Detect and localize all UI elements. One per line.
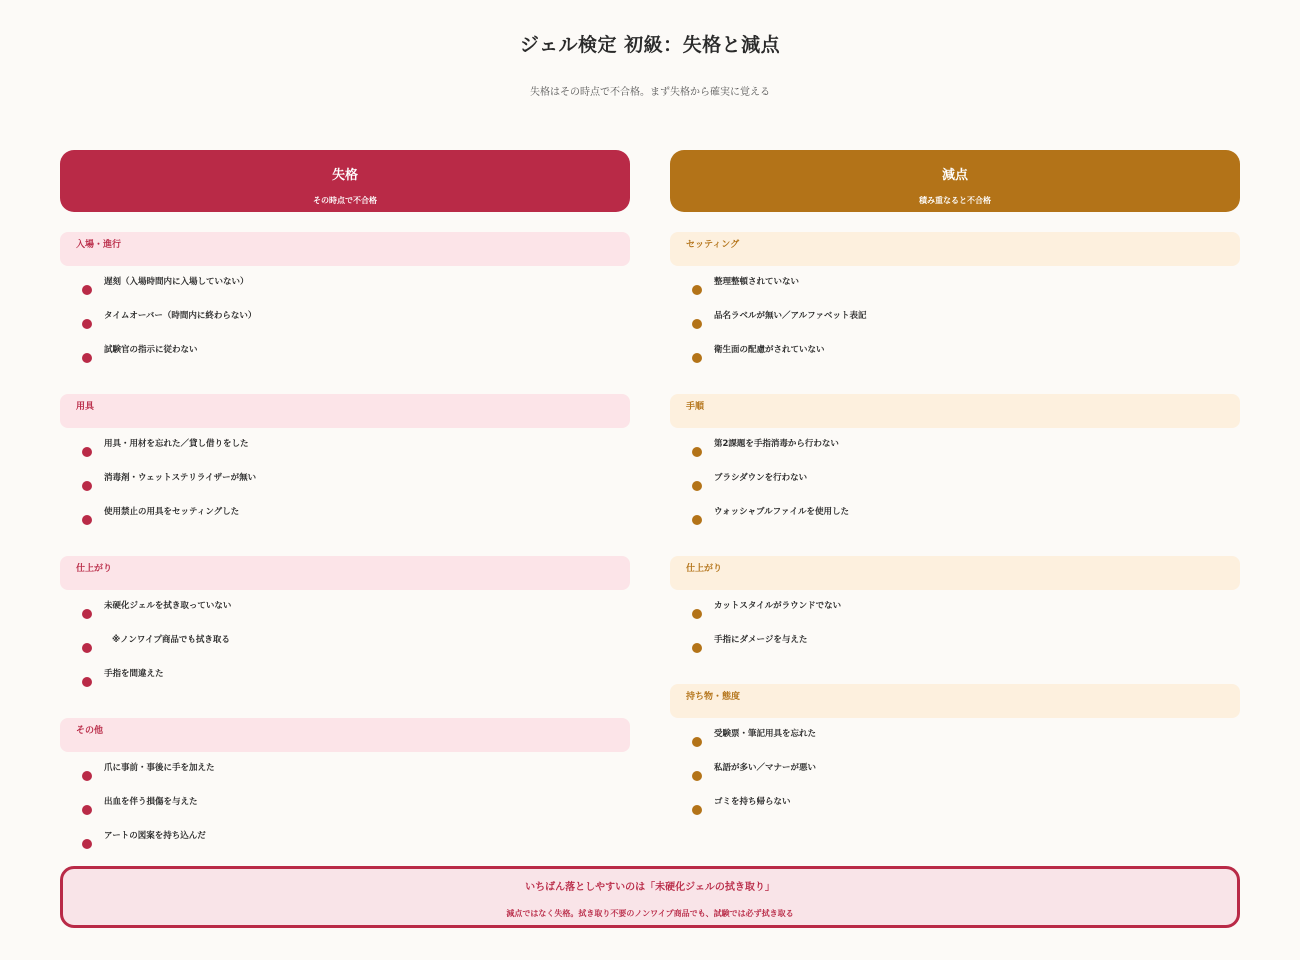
disqualify-title: 失格 <box>331 168 358 183</box>
list-item <box>60 272 630 306</box>
item-text: 爪に事前・事後に手を加えた <box>104 763 215 773</box>
section-label: その他 <box>60 718 630 752</box>
notice-title: いちばん落としやすいのは「未硬化ジェルの拭き取り」 <box>525 882 775 893</box>
deduction-header <box>670 150 1240 212</box>
bullet-dot <box>692 319 702 329</box>
list-item <box>60 468 630 502</box>
list-item <box>670 792 1240 826</box>
bullet-dot <box>82 481 92 491</box>
item-text: 手指を間違えた <box>104 669 164 679</box>
section-procedure <box>670 394 1240 536</box>
notice-box <box>60 866 1240 928</box>
bullet-dot <box>692 447 702 457</box>
section-label: 持ち物・態度 <box>670 684 1240 718</box>
item-text: ウォッシャブルファイルを使用した <box>714 507 849 517</box>
bullet-dot <box>82 447 92 457</box>
list-item <box>670 630 1240 664</box>
section-label: セッティング <box>670 232 1240 266</box>
bullet-dot <box>82 515 92 525</box>
item-text: 私語が多い／マナーが悪い <box>714 763 817 773</box>
section-finish <box>60 556 630 698</box>
item-text: ブラシダウンを行わない <box>714 473 808 483</box>
item-text: タイムオーバー（時間内に終わらない） <box>104 311 257 321</box>
list-item <box>60 596 630 630</box>
list-item <box>670 596 1240 630</box>
item-text: 出血を伴う損傷を与えた <box>104 797 198 807</box>
bullet-dot <box>692 737 702 747</box>
item-text: 手指にダメージを与えた <box>714 635 808 645</box>
list-item <box>60 792 630 826</box>
section-tools <box>60 394 630 536</box>
item-text: 受験票・筆記用具を忘れた <box>714 729 817 739</box>
list-item <box>670 306 1240 340</box>
bullet-dot <box>692 771 702 781</box>
notice-subtitle: 減点ではなく失格。拭き取り不要のノンワイプ商品でも、試験では必ず拭き取る <box>506 909 794 918</box>
bullet-dot <box>692 515 702 525</box>
bullet-dot <box>82 285 92 295</box>
list-item <box>670 502 1240 536</box>
section-finish <box>670 556 1240 664</box>
list-item <box>670 468 1240 502</box>
page-title: ジェル検定 初級：失格と減点 <box>519 34 781 56</box>
item-text: アートの図案を持ち込んだ <box>104 831 206 841</box>
list-item <box>60 434 630 468</box>
disqualify-header <box>60 150 630 212</box>
deduction-subtitle: 積み重なると不合格 <box>919 196 991 205</box>
bullet-dot <box>82 609 92 619</box>
page-subtitle: 失格はその時点で不合格。まず失格から確実に覚える <box>530 87 770 98</box>
disqualify-subtitle: その時点で不合格 <box>313 196 377 205</box>
bullet-dot <box>692 481 702 491</box>
section-label: 仕上がり <box>60 556 630 590</box>
item-text: 衛生面の配慮がされていない <box>714 345 825 355</box>
item-text: 第2課題を手指消毒から行わない <box>714 439 839 449</box>
section-setting <box>670 232 1240 374</box>
section-other <box>60 718 630 860</box>
list-item <box>60 306 630 340</box>
item-text: 品名ラベルが無い／アルファベット表記 <box>714 311 867 321</box>
list-item <box>60 758 630 792</box>
bullet-dot <box>692 643 702 653</box>
item-text: ゴミを持ち帰らない <box>714 797 791 807</box>
list-item <box>60 630 630 664</box>
item-note: ※ノンワイプ商品でも拭き取る <box>112 635 230 645</box>
bullet-dot <box>82 839 92 849</box>
bullet-dot <box>82 677 92 687</box>
item-text: 使用禁止の用具をセッティングした <box>104 507 240 517</box>
section-label: 用具 <box>60 394 630 428</box>
item-text: 試験官の指示に従わない <box>104 345 198 355</box>
item-text: 遅刻（入場時間内に入場していない） <box>104 277 249 287</box>
item-text: 消毒剤・ウェットステリライザーが無い <box>104 473 257 483</box>
item-text: 整理整頓されていない <box>714 277 800 287</box>
list-item <box>60 502 630 536</box>
bullet-dot <box>82 771 92 781</box>
list-item <box>670 272 1240 306</box>
section-label: 手順 <box>670 394 1240 428</box>
bullet-dot <box>692 609 702 619</box>
list-item <box>60 340 630 374</box>
disqualify-column <box>60 150 630 860</box>
bullet-dot <box>82 319 92 329</box>
section-label: 仕上がり <box>670 556 1240 590</box>
list-item <box>670 434 1240 468</box>
item-text: カットスタイルがラウンドでない <box>714 601 842 611</box>
item-text: 未硬化ジェルを拭き取っていない <box>104 601 232 611</box>
deduction-title: 減点 <box>941 168 968 183</box>
section-label: 入場・進行 <box>60 232 630 266</box>
section-entry <box>60 232 630 374</box>
bullet-dot <box>692 353 702 363</box>
list-item <box>670 340 1240 374</box>
list-item <box>670 724 1240 758</box>
list-item <box>60 826 630 860</box>
bullet-dot <box>692 805 702 815</box>
list-item <box>670 758 1240 792</box>
bullet-dot <box>82 353 92 363</box>
deduction-column <box>670 150 1240 826</box>
section-belongings <box>670 684 1240 826</box>
bullet-dot <box>82 643 92 653</box>
bullet-dot <box>692 285 702 295</box>
bullet-dot <box>82 805 92 815</box>
item-text: 用具・用材を忘れた／貸し借りをした <box>104 439 249 449</box>
list-item <box>60 664 630 698</box>
